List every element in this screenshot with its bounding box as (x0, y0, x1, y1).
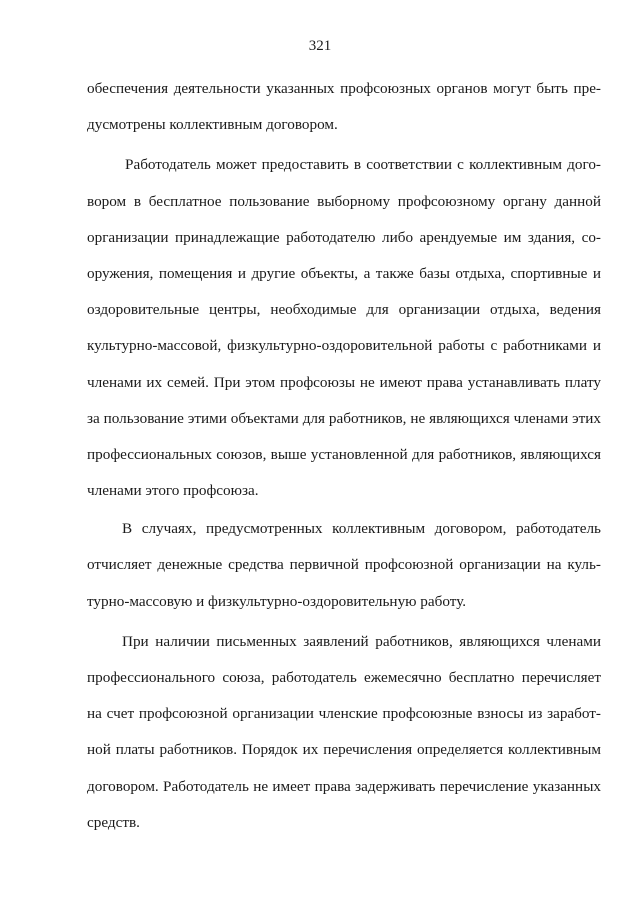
text-line: Работодатель может предоставить в соответствии с коллективным дого- (125, 156, 601, 174)
text-line: профессиональных союзов, выше установленной для работников, являющихся (87, 445, 601, 463)
text-line: на счет профсоюзной организации членские профсоюзные взносы из заработ- (87, 705, 601, 723)
text-line: обеспечения деятельности указанных профсоюзных органов могут быть пре- (87, 80, 601, 97)
text-line: В случаях, предусмотренных коллективным договором, работодатель (122, 520, 601, 538)
text-line: дусмотрены коллективным договором. (87, 116, 338, 134)
text-line: ной платы работников. Порядок их перечисления определяется коллективным (87, 741, 601, 759)
text-line: вором в бесплатное пользование выборному профсоюзному органу данной (87, 192, 601, 210)
text-line: за пользование этими объектами для работников, не являющихся членами этих (87, 409, 601, 427)
text-line: членами их семей. При этом профсоюзы не имеют права устанавливать плату (87, 373, 601, 391)
text-line: отчисляет денежные средства первичной профсоюзной организации на куль- (87, 556, 601, 574)
paragraph-4 (87, 624, 601, 841)
text-line: членами этого профсоюза. (87, 482, 259, 500)
text-line: культурно-массовой, физкультурно-оздоровительной работы с работниками и (87, 337, 601, 355)
text-line: организации принадлежащие работодателю либо арендуемые им здания, со- (87, 228, 601, 246)
text-line: турно-массовую и физкультурно-оздоровительную работу. (87, 592, 467, 610)
paragraph-1 (87, 71, 601, 143)
text-line: При наличии письменных заявлений работников, являющихся членами (122, 632, 601, 650)
text-line: договором. Работодатель не имеет права задерживать перечисление указанных (87, 777, 601, 795)
page-number: 321 (308, 38, 332, 54)
paragraph-3 (87, 511, 601, 620)
body-text (87, 71, 601, 841)
text-line: средств. (87, 813, 140, 831)
paragraph-2 (87, 147, 601, 509)
text-line: профессионального союза, работодатель ежемесячно бесплатно перечисляет (87, 669, 601, 686)
text-line: оружения, помещения и другие объекты, а также базы отдыха, спортивные и (87, 264, 601, 282)
text-line: оздоровительные центры, необходимые для организации отдыха, ведения (87, 301, 601, 319)
